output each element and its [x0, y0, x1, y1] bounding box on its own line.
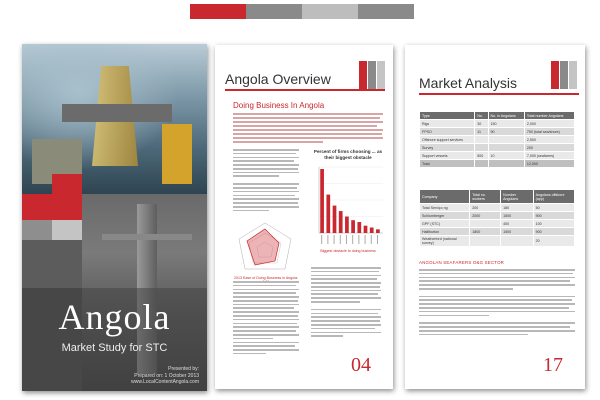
table-row: [420, 144, 575, 152]
body-text: [419, 269, 575, 338]
cover-block-gray-2: [22, 240, 82, 288]
table-cell: 7,000 (seafarers): [524, 152, 574, 160]
table-cell: 1800: [470, 228, 501, 236]
table-cell: 500: [475, 152, 488, 160]
table-cell: FPSO: [420, 128, 475, 136]
bar-chart-bar: [357, 222, 361, 233]
presented-line: www.LocalContentAngola.com: [131, 379, 199, 385]
section-subheading: Doing Business In Angola: [233, 101, 325, 110]
body-column-left-lower: [233, 281, 299, 357]
title-rule: [225, 89, 385, 91]
workforce-table: [419, 111, 575, 168]
table-cell: 1500: [501, 228, 533, 236]
table-cell: 1500: [501, 212, 533, 220]
table-cell: 90: [488, 128, 524, 136]
bar-chart-bar: [345, 217, 349, 233]
bar-chart-bar: [339, 211, 343, 233]
table-cell: Survey: [420, 144, 475, 152]
table-row: [420, 212, 575, 220]
table-cell: Schlumberger: [420, 212, 470, 220]
cover-block-gray-1: [22, 220, 52, 240]
rig-crane: [162, 124, 192, 184]
radar-series: [247, 229, 279, 265]
body-column-left: [233, 149, 299, 214]
bar-chart-tick-label: [365, 235, 366, 244]
table-header: Number Angolans: [501, 190, 533, 204]
table-cell: Total Serviço ng: [420, 204, 470, 212]
corner-block-gray: [560, 61, 568, 89]
table-cell: 2,000: [524, 120, 574, 128]
table-cell: 11: [475, 128, 488, 136]
bar-chart-tick-label: [377, 235, 378, 244]
table-row: [420, 220, 575, 228]
ease-of-business-radar-chart: [235, 221, 295, 275]
table-cell: [475, 136, 488, 144]
bar-chart-bar: [370, 228, 374, 233]
table-cell: [475, 160, 488, 168]
bar-chart-bar: [326, 195, 330, 233]
strip-segment-gray-2: [358, 4, 414, 19]
table-cell: [501, 236, 533, 247]
intro-paragraph: [233, 113, 383, 145]
presented-line: Presented by:: [168, 366, 199, 372]
table-cell: [488, 160, 524, 168]
table-cell: 150: [488, 120, 524, 128]
table-cell: 2,500: [524, 136, 574, 144]
table-cell: 50: [533, 204, 574, 212]
table-cell: Offshore support services: [420, 136, 475, 144]
bar-chart-caption: Biggest obstacle to doing business: [320, 249, 376, 253]
table-header: Total number Angolans: [524, 112, 574, 120]
table-header: No.: [475, 112, 488, 120]
corner-block-light: [569, 61, 577, 89]
cover-presented-by: [131, 366, 199, 386]
table-cell: 750 (total sea/shore): [524, 128, 574, 136]
bar-chart-tick-label: [321, 235, 322, 244]
table-cell: 10: [488, 152, 524, 160]
table-cell: 100: [533, 220, 574, 228]
table-cell: 30: [475, 120, 488, 128]
bar-chart-bar: [364, 226, 368, 233]
cover-block-red-2: [52, 174, 82, 194]
table-total-row: [420, 160, 575, 168]
table-cell: 12,000: [524, 160, 574, 168]
table-row: [420, 128, 575, 136]
table-header: Company: [420, 190, 470, 204]
strip-segment-gray: [246, 4, 302, 19]
table-row: [420, 136, 575, 144]
bar-chart-tick-label: [327, 235, 328, 244]
cover-photo-oil-rig: [22, 44, 207, 194]
table-cell: Total: [420, 160, 475, 168]
table-cell: 180: [501, 204, 533, 212]
radar-chart-caption: 2013 Ease of Doing Business in Angola:: [234, 276, 298, 280]
table-cell: [470, 220, 501, 228]
table-header: No. in Angolans: [488, 112, 524, 120]
title-rule: [419, 93, 579, 95]
obstacle-bar-chart: [311, 163, 385, 247]
table-row: [420, 228, 575, 236]
page-corner-blocks: [359, 61, 385, 89]
table-cell: 200: [524, 144, 574, 152]
cover-block-red-1: [22, 194, 82, 220]
bar-chart-tick-label: [340, 235, 341, 244]
table-cell: Halliburton: [420, 228, 470, 236]
section-subheading: ANGOLAN SEAFARERS O&G SECTOR: [419, 260, 505, 265]
cover-page: [22, 44, 207, 391]
page-title: Market Analysis: [419, 75, 518, 91]
table-cell: 400: [501, 220, 533, 228]
strip-segment-red: [190, 4, 246, 19]
page-corner-blocks: [551, 61, 577, 89]
table-cell: 900: [533, 212, 574, 220]
bar-chart-tick-label: [371, 235, 372, 244]
color-strip: [190, 4, 414, 19]
bar-chart-bar: [320, 169, 324, 233]
table-cell: [470, 236, 501, 247]
table-header: Angolans offshore (app): [533, 190, 574, 204]
page-angola-overview: [215, 45, 393, 389]
table-row: [420, 236, 575, 247]
table-cell: 200: [470, 204, 501, 212]
table-cell: [475, 144, 488, 152]
page-number: 04: [351, 354, 371, 376]
strip-segment-light: [302, 4, 358, 19]
table-header: Type: [420, 112, 475, 120]
corner-block-red: [551, 61, 559, 89]
table-cell: GPF (STC): [420, 220, 470, 228]
table-cell: Rigs: [420, 120, 475, 128]
bar-chart-bar: [333, 206, 337, 233]
bar-chart-tick-label: [352, 235, 353, 244]
table-cell: 2000: [470, 212, 501, 220]
bar-chart-title: Percent of firms choosing ... as their biggest obstacle: [313, 149, 383, 160]
bar-chart-bar: [376, 229, 380, 233]
cover-block-light-1: [52, 220, 82, 240]
presented-line: Prepared on: 1 October 2013: [134, 372, 199, 379]
table-row: [420, 120, 575, 128]
page-title: Angola Overview: [225, 71, 331, 87]
cover-title: Angola: [58, 297, 171, 337]
table-cell: 20: [533, 236, 574, 247]
lower-arm: [102, 234, 192, 240]
table-cell: [488, 136, 524, 144]
table-header: Total no. workers: [470, 190, 501, 204]
bar-chart-tick-label: [346, 235, 347, 244]
body-column-right: [311, 267, 381, 339]
table-cell: Weatherford (national survey): [420, 236, 470, 247]
corner-block-light: [377, 61, 385, 89]
rig-deck: [62, 104, 172, 122]
cover-subtitle: Market Study for STC: [61, 342, 168, 354]
table-cell: 900: [533, 228, 574, 236]
table-cell: [488, 144, 524, 152]
page-market-analysis: [405, 45, 585, 389]
company-table: [419, 189, 575, 247]
table-cell: Support vessels: [420, 152, 475, 160]
corner-block-gray: [368, 61, 376, 89]
bar-chart-tick-label: [334, 235, 335, 244]
bar-chart-tick-label: [358, 235, 359, 244]
table-row: [420, 152, 575, 160]
page-number: 17: [543, 354, 563, 376]
table-row: [420, 204, 575, 212]
corner-block-red: [359, 61, 367, 89]
bar-chart-bar: [351, 220, 355, 233]
